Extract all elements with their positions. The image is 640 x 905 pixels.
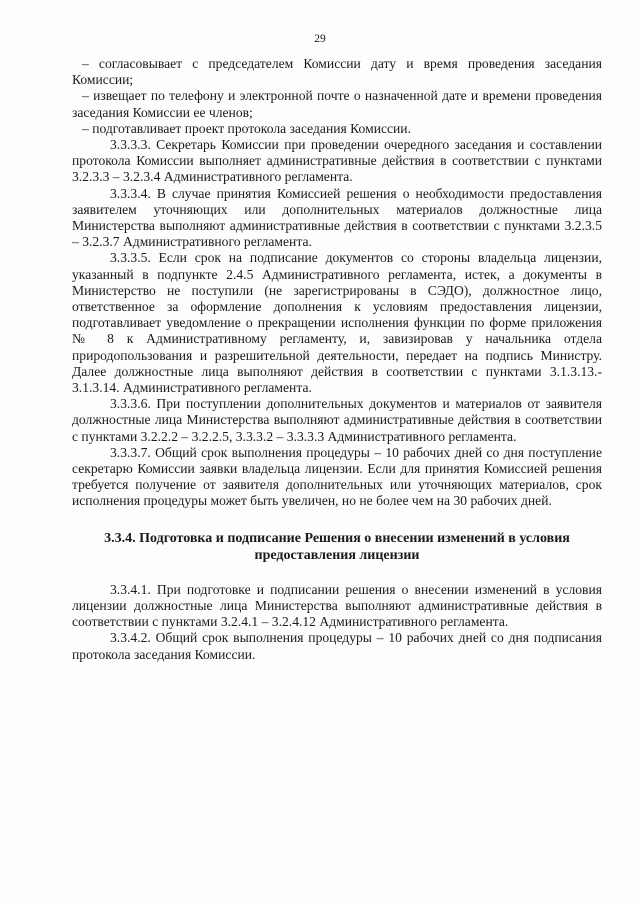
list-item: – подготавливает проект протокола заседания Комиссии. [82, 120, 411, 136]
paragraph-3-3-4-2: 3.3.4.2. Общий срок выполнения процедуры – 10 рабочих дней со дня подписания протокола заседания Комиссии. [72, 630, 602, 662]
paragraph-3-3-3-4: 3.3.3.4. В случае принятия Комиссией решения о необходимости предоставления заявителем уточняющих или дополнительных материалов должностные лица Министерства выполняют административные действия в соответствии с пунктами 3.2.3.5 – 3.2.3.7 Административного регламента. [72, 185, 602, 250]
document-body [72, 56, 602, 663]
paragraph-3-3-3-3: 3.3.3.3. Секретарь Комиссии при проведении очередного заседания и составлении протокола Комиссии выполняет административные действия в соответствии с пунктами 3.2.3.3 – 3.2.3.4 Административного регламента. [72, 137, 602, 185]
list-item: – извещает по телефону и электронной почте о назначенной дате и времени проведения заседания Комиссии ее членов; [72, 88, 602, 120]
paragraph-3-3-3-6: 3.3.3.6. При поступлении дополнительных документов и материалов от заявителя должностные лица Министерства выполняют административные действия в соответствии с пунктами 3.2.2.2 – 3.2.2.5, 3.3.3.2 – 3.3.3.3 Административного регламента. [72, 396, 602, 444]
paragraph-3-3-3-5: 3.3.3.5. Если срок на подписание документов со стороны владельца лицензии, указанный в подпункте 2.4.5 Административного регламента, истек, а документы в Министерство не поступили (не зарегистрированы в СЭДО), должностное лицо, ответственное за оформление дополнения к условиям предоставления лицензии, подготавливает уведомление о прекращении исполнения функции по форме приложения № 8 к Административному регламенту, и, завизировав у начальника отдела природопользования и разрешительной деятельности, передает на подпись Министру. Далее должностные лица выполняют действия в соответствии с пунктами 3.1.3.13.- 3.1.3.14. Административного регламента. [72, 250, 602, 396]
page-number: 29 [314, 33, 326, 45]
paragraph-3-3-3-7: 3.3.3.7. Общий срок выполнения процедуры – 10 рабочих дней со дня поступление секретарю Комиссии заявки владельца лицензии. Если для принятия Комиссией решения требуется получение от заявителя дополнительных или уточняющих материалов, срок исполнения процедуры может быть увеличен, но не более чем на 30 рабочих дней. [72, 444, 602, 509]
list-item: – согласовывает с председателем Комиссии дату и время проведения заседания Комиссии; [72, 56, 602, 88]
section-heading-line-2: предоставления лицензии [254, 547, 420, 563]
section-heading [72, 530, 602, 564]
section-heading-line-1: 3.3.4. Подготовка и подписание Решения о внесении изменений в условия [104, 530, 570, 546]
paragraph-3-3-4-1: 3.3.4.1. При подготовке и подписании решения о внесении изменений в условия лицензии должностные лица Министерства выполняют административные действия в соответствии с пунктами 3.2.4.1 – 3.2.4.12 Административного регламента. [72, 581, 602, 630]
